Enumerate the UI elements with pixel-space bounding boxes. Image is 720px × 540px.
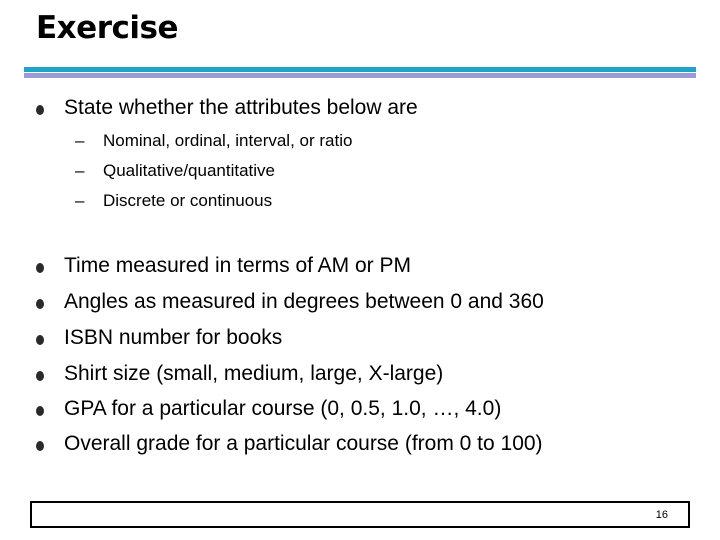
list-item-text: Shirt size (small, medium, large, X-large): [64, 362, 444, 385]
bullet-dot-icon: [36, 371, 44, 381]
title-divider-bottom: [24, 73, 696, 78]
dash-icon: –: [75, 161, 85, 180]
sub-item-text: Discrete or continuous: [103, 191, 273, 210]
list-item-text: GPA for a particular course (0, 0.5, 1.0, …, 4.0): [64, 397, 502, 420]
bullet-dot-icon: [36, 335, 44, 345]
title-divider-top: [24, 67, 696, 72]
list-item-text: Angles as measured in degrees between 0 and 360: [64, 290, 544, 313]
list-item-text: ISBN number for books: [64, 326, 283, 349]
sub-item-text: Qualitative/quantitative: [103, 161, 275, 180]
intro-text: State whether the attributes below are: [64, 96, 418, 119]
bullet-dot-icon: [36, 299, 44, 309]
bullet-dot-icon: [36, 263, 44, 273]
bullet-dot-icon: [36, 441, 44, 451]
page-number: 16: [655, 509, 668, 521]
slide-title: Exercise: [36, 10, 178, 46]
list-item-text: Time measured in terms of AM or PM: [64, 254, 411, 277]
footer-box: [30, 501, 690, 528]
bullet-dot-icon: [36, 406, 44, 416]
list-item-text: Overall grade for a particular course (from 0 to 100): [64, 432, 543, 455]
bullet-dot-icon: [36, 105, 44, 115]
sub-item-text: Nominal, ordinal, interval, or ratio: [103, 131, 353, 150]
dash-icon: –: [75, 131, 85, 150]
dash-icon: –: [75, 191, 85, 210]
